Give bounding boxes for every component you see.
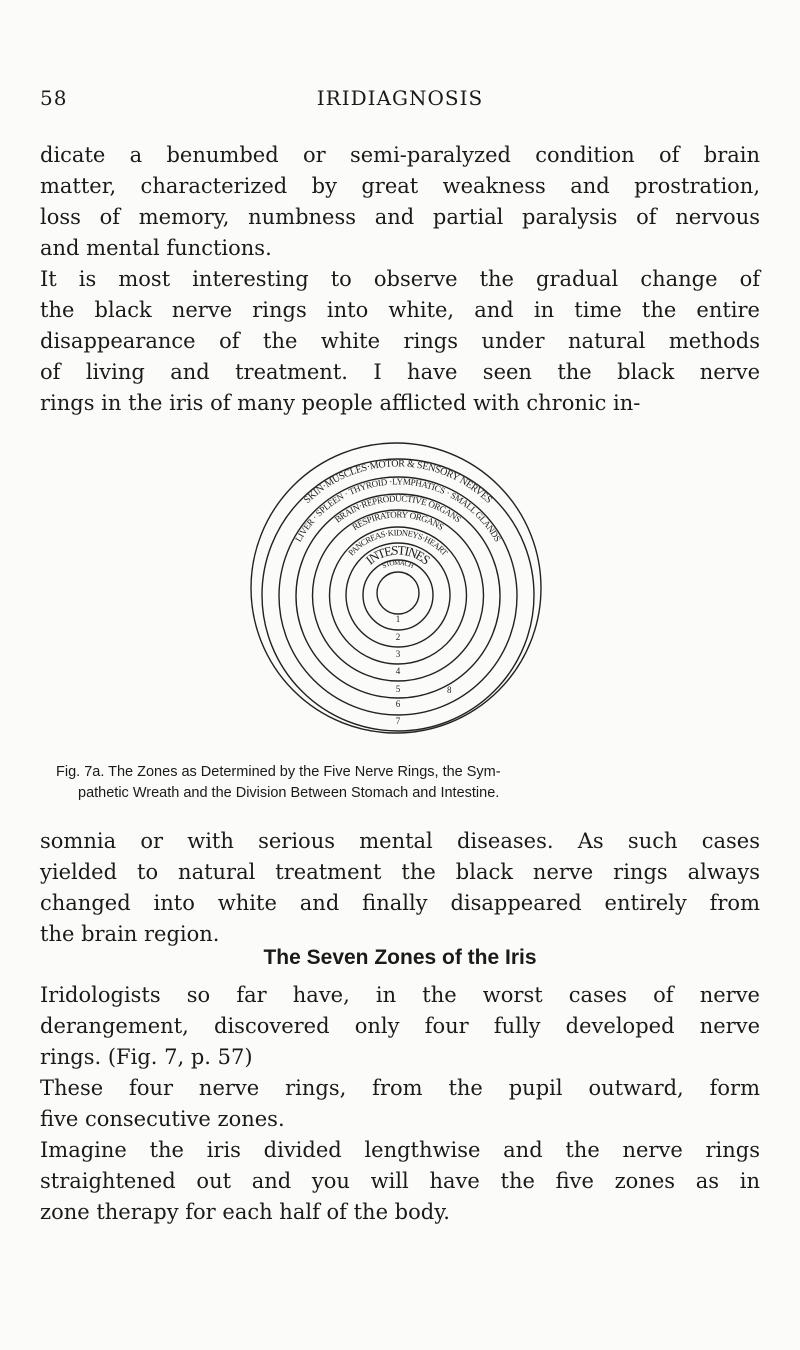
text-line: of living and treatment. I have seen the black nerve xyxy=(40,360,760,384)
ring-number: 1 xyxy=(395,614,401,624)
text-line: somnia or with serious mental diseases. As such cases xyxy=(40,829,760,853)
section-heading: The Seven Zones of the Iris xyxy=(263,946,537,969)
text-line: changed into white and finally disappeared entirely from xyxy=(40,891,760,915)
zone-label: BRAIN·REPRODUCTIVE ORGANS xyxy=(332,493,464,525)
text-line: Imagine the iris divided lengthwise and the nerve rings xyxy=(40,1138,760,1162)
text-line: loss of memory, numbness and partial paralysis of nervous xyxy=(40,205,760,229)
text-line: disappearance of the white rings under natural methods xyxy=(40,329,760,353)
zone-label: STOMACH xyxy=(381,558,415,571)
nerve-ring xyxy=(377,572,419,614)
text-line: straightened out and you will have the five zones as in xyxy=(40,1169,760,1193)
text-line: yielded to natural treatment the black nerve rings always xyxy=(40,860,760,884)
text-line: It is most interesting to observe the gradual change of xyxy=(40,267,760,291)
ring-number: 5 xyxy=(395,684,401,694)
text-line: Iridologists so far have, in the worst cases of nerve xyxy=(40,983,760,1007)
text-line: zone therapy for each half of the body. xyxy=(40,1200,450,1224)
page-number: 58 xyxy=(40,86,68,110)
text-line: five consecutive zones. xyxy=(40,1107,285,1131)
text-line: rings in the iris of many people afflicted with chronic in- xyxy=(40,391,641,415)
ring-number: 4 xyxy=(395,666,401,676)
zone-label: PANCREAS·KIDNEYS·HEART xyxy=(346,527,450,558)
zone-label: SKIN·MUSCLES·MOTOR & SENSORY NERVES xyxy=(302,458,494,506)
text-line: matter, characterized by great weakness and prostration, xyxy=(40,174,760,198)
ring-number: 2 xyxy=(395,632,401,642)
zone-label: LIVER · SPLEEN · THYROID ·LYMPHATICS · SMALL GLANDS xyxy=(293,476,503,544)
svg-text:STOMACH xyxy=(381,559,415,570)
svg-text:BRAIN·REPRODUCTIVE ORGANS xyxy=(333,493,463,524)
text-line: derangement, discovered only four fully developed nerve xyxy=(40,1014,760,1038)
running-title: IRIDIAGNOSIS xyxy=(316,86,484,110)
zone-label: INTESTINES xyxy=(362,542,434,568)
figure-caption-line-2: pathetic Wreath and the Division Between Stomach and Intestine. xyxy=(78,785,500,801)
text-line: dicate a benumbed or semi-paralyzed condition of brain xyxy=(40,143,760,167)
ring-number: 3 xyxy=(395,649,401,659)
ring-mark: 8 xyxy=(447,685,452,695)
text-line: These four nerve rings, from the pupil outward, form xyxy=(40,1076,760,1100)
zone-label: RESPIRATORY ORGANS xyxy=(350,509,446,533)
ring-number: 6 xyxy=(395,699,401,709)
text-line: rings. (Fig. 7, p. 57) xyxy=(40,1045,253,1069)
text-line: the brain region. xyxy=(40,922,220,946)
text-line: and mental functions. xyxy=(40,236,272,260)
text-line: the black nerve rings into white, and in time the entire xyxy=(40,298,760,322)
ring-number: 7 xyxy=(395,716,401,726)
figure-caption-line-1: Fig. 7a. The Zones as Determined by the Five Nerve Rings, the Sym- xyxy=(56,764,501,780)
